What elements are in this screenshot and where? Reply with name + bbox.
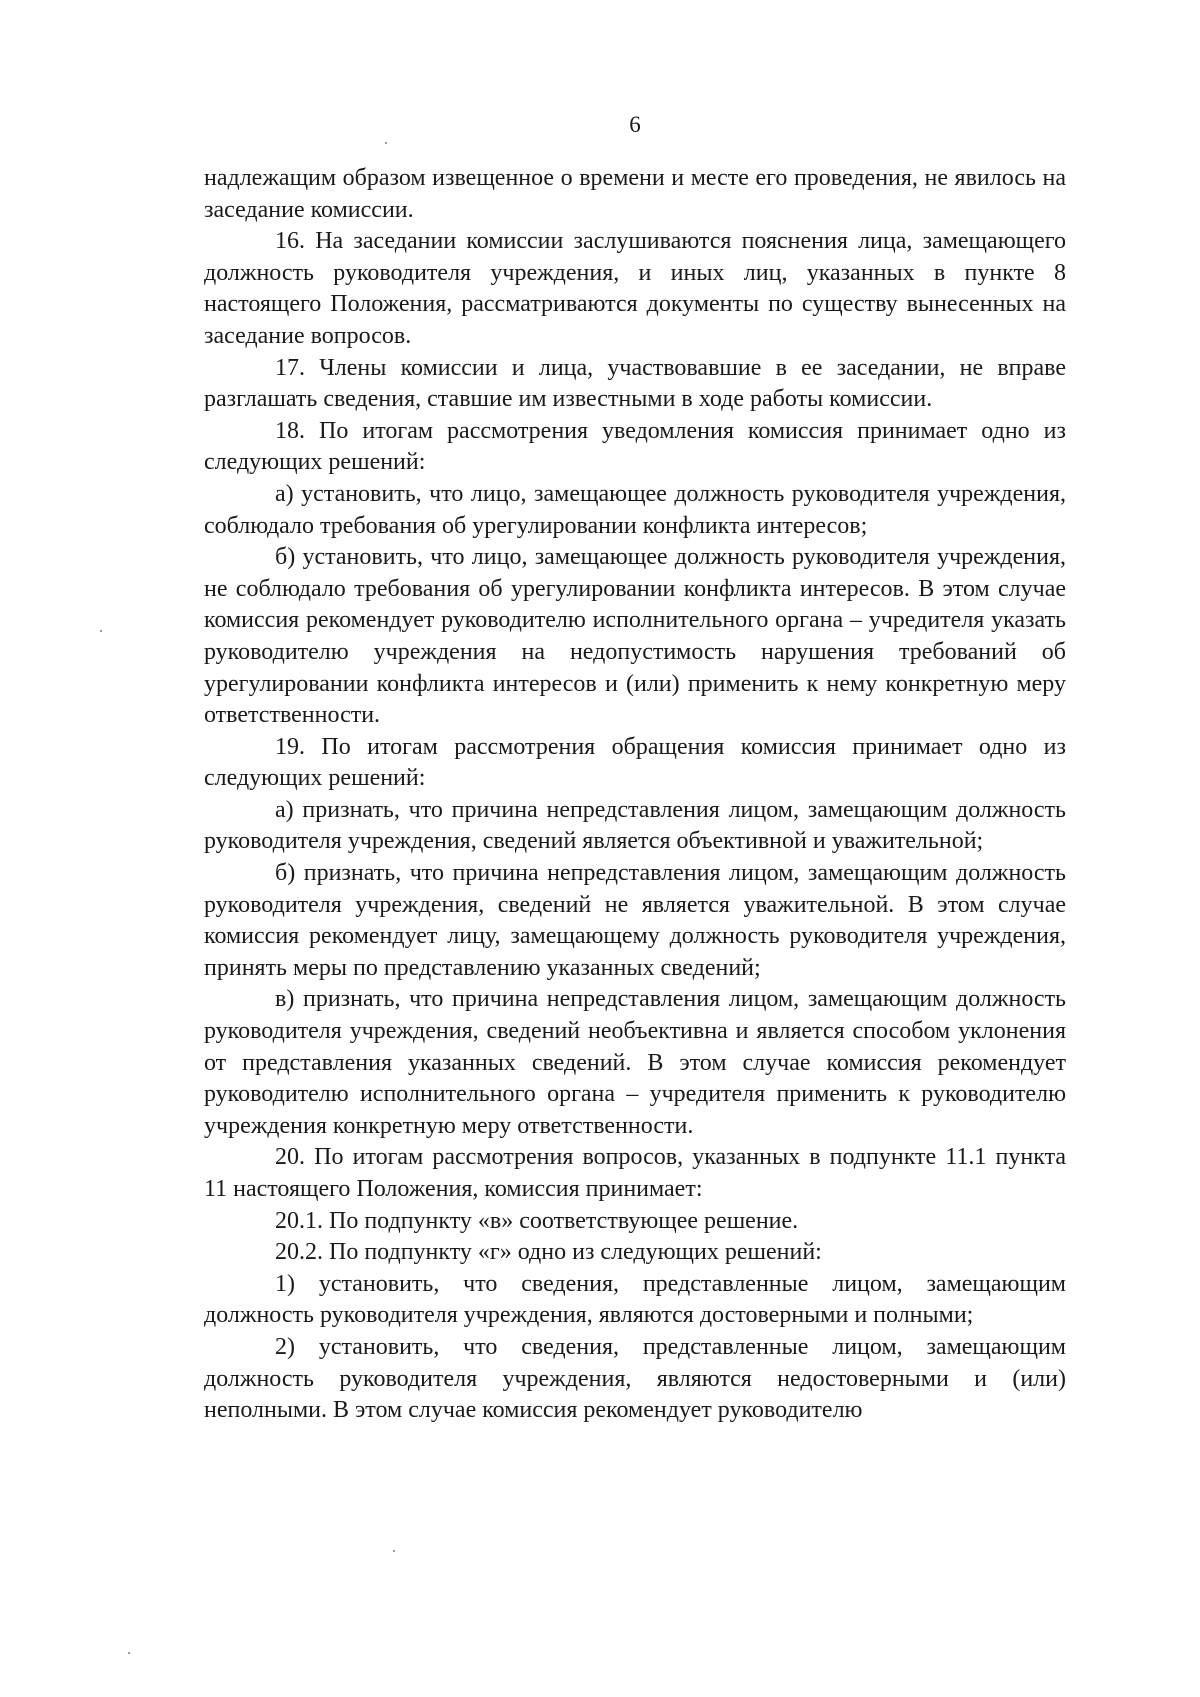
page-number: 6 xyxy=(629,112,641,137)
document-body xyxy=(204,163,1066,1427)
paragraph-20-1: 20.1. По подпункту «в» соответствующее решение. xyxy=(275,1207,799,1234)
scan-speck xyxy=(128,1652,130,1654)
scan-speck xyxy=(385,142,387,144)
paragraph-18-b: б) установить, что лицо, замещающее должность руководителя учреждения, не соблюдало требования об урегулировании конфликта интересов. В этом случае комиссия рекомендует руководителю исполнительного органа – учредителя указать руководителю учреждения на недопустимость нарушения требований об урегулировании конфликта интересов и (или) применить к нему конкретную меру ответственности. xyxy=(204,544,1066,729)
paragraph-18-a: а) установить, что лицо, замещающее должность руководителя учреждения, соблюдало требования об урегулировании конфликта интересов; xyxy=(204,480,1066,539)
paragraph-17: 17. Члены комиссии и лица, участвовавшие в ее заседании, не вправе разглашать сведения, ставшие им известными в ходе работы комиссии. xyxy=(204,354,1066,413)
paragraph-19-v: в) признать, что причина непредставления лицом, замещающим должность руководителя учреждения, сведений необъективна и является способом уклонения от представления указанных сведений. В этом случае комиссия рекомендует руководителю исполнительного органа – учредителя применить к руководителю учреждения конкретную меру ответственности. xyxy=(204,986,1066,1139)
paragraph-16: 16. На заседании комиссии заслушиваются пояснения лица, замещающего должность руководителя учреждения, и иных лиц, указанных в пункте 8 настоящего Положения, рассматриваются документы по существу вынесенных на заседание вопросов. xyxy=(204,228,1066,349)
scan-speck xyxy=(393,1550,395,1552)
paragraph-20-2-item-2: 2) установить, что сведения, представленные лицом, замещающим должность руководителя учреждения, являются недостоверными и (или) неполными. В этом случае комиссия рекомендует руководителю xyxy=(204,1333,1066,1424)
paragraph-18: 18. По итогам рассмотрения уведомления комиссия принимает одно из следующих решений: xyxy=(204,417,1066,476)
paragraph-20-2-item-1: 1) установить, что сведения, представленные лицом, замещающим должность руководителя учреждения, являются достоверными и полными; xyxy=(204,1270,1066,1329)
paragraph-20: 20. По итогам рассмотрения вопросов, указанных в подпункте 11.1 пункта 11 настоящего Положения, комиссия принимает: xyxy=(204,1144,1066,1202)
paragraph-20-2: 20.2. По подпункту «г» одно из следующих решений: xyxy=(275,1239,822,1266)
paragraph-continuation: надлежащим образом извещенное о времени и месте его проведения, не явилось на заседание комиссии. xyxy=(204,165,1066,223)
scan-speck xyxy=(100,630,102,632)
paragraph-19-b: б) признать, что причина непредставления лицом, замещающим должность руководителя учреждения, сведений не является уважительной. В этом случае комиссия рекомендует лицу, замещающему должность руководителя учреждения, принять меры по представлению указанных сведений; xyxy=(204,860,1066,981)
paragraph-19-a: а) признать, что причина непредставления лицом, замещающим должность руководителя учреждения, сведений является объективной и уважительной; xyxy=(204,796,1066,855)
paragraph-19: 19. По итогам рассмотрения обращения комиссия принимает одно из следующих решений: xyxy=(204,733,1066,792)
